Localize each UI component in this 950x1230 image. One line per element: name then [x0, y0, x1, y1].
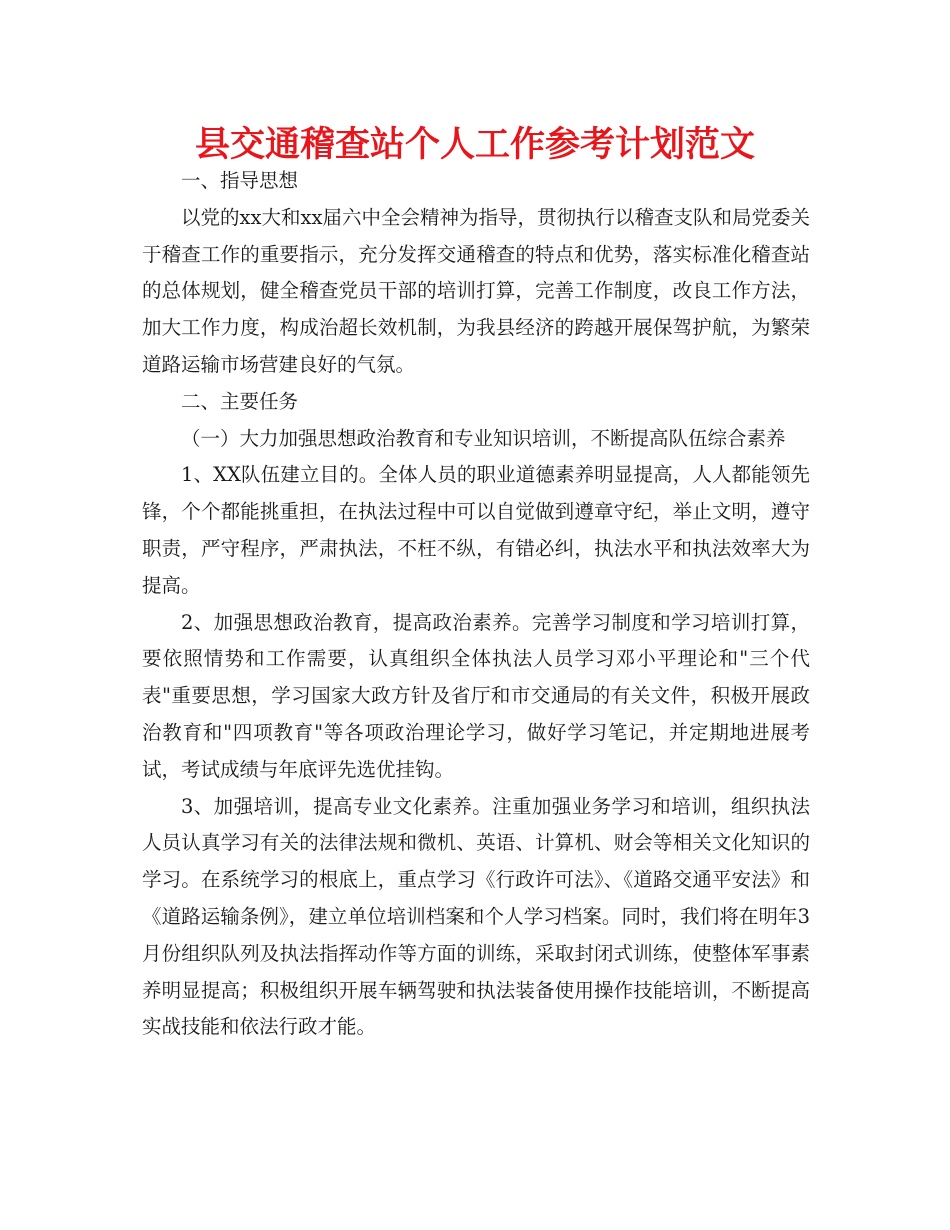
paragraph-item-1: 1、XX队伍建立目的。全体人员的职业道德素养明显提高，人人都能领先锋，个个都能挑重担，在执法过程中可以自觉做到遵章守纪，举止文明，遵守职责，严守程序，严肃执法，不枉不纵，有错必纠，执法水平和执法效率大为提高。	[142, 463, 810, 597]
paragraph-item-2: 2、加强思想政治教育，提高政治素养。完善学习制度和学习培训打算，要依照情势和工作需要，认真组织全体执法人员学习邓小平理论和"三个代表"重要思想，学习国家大政方针及省厅和市交通局的有关文件，积极开展政治教育和"四项教育"等各项政治理论学习，做好学习笔记，并定期地进展考试，考试成绩与年底评先选优挂钩。	[142, 610, 810, 781]
paragraph-guiding-thought: 以党的xx大和xx届六中全会精神为指导，贯彻执行以稽查支队和局党委关于稽查工作的重要指示，充分发挥交通稽查的特点和优势，落实标准化稽查站的总体规划，健全稽查党员干部的培训打算，完善工作制度，改良工作方法，加大工作力度，构成治超长效机制，为我县经济的跨越开展保驾护航，为繁荣道路运输市场营建良好的气氛。	[142, 205, 810, 376]
section-heading-guiding-thought: 一、指导思想	[181, 169, 299, 192]
subsection-heading-1: （一）大力加强思想政治教育和专业知识培训，不断提高队伍综合素养	[181, 426, 786, 450]
section-heading-main-tasks: 二、主要任务	[181, 389, 299, 413]
document-title: 县交通稽查站个人工作参考计划范文	[194, 125, 755, 165]
paragraph-item-3: 3、加强培训，提高专业文化素养。注重加强业务学习和培训，组织执法人员认真学习有关的法律法规和微机、英语、计算机、财会等相关文化知识的学习。在系统学习的根底上，重点学习《行政许可法》、《道路交通平安法》和《道路运输条例》，建立单位培训档案和个人学习档案。同时，我们将在明年3月份组织队列及执法指挥动作等方面的训练，采取封闭式训练，使整体军事素养明显提高；积极组织开展车辆驾驶和执法装备使用操作技能培训，不断提高实战技能和依法行政才能。	[142, 794, 810, 1039]
document-body	[142, 163, 810, 1046]
